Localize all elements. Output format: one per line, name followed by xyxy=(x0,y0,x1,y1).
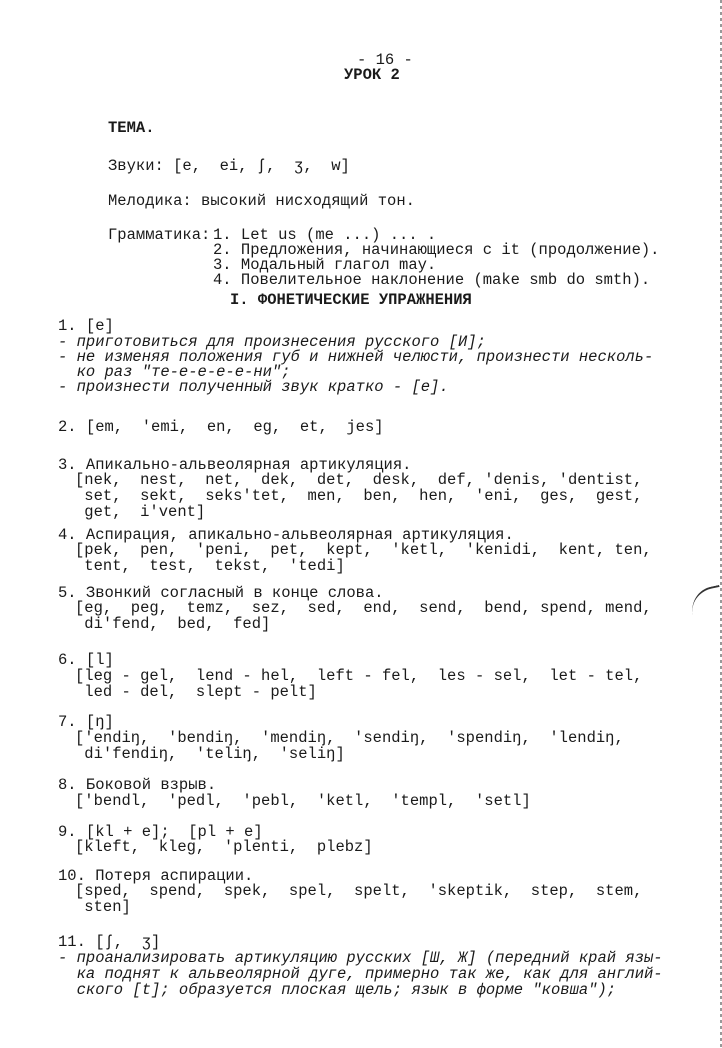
exercise-line: led - del, slept - pelt] xyxy=(75,683,317,701)
melody-line: Мелодика: высокий нисходящий тон. xyxy=(108,192,415,210)
exercise-line: sten] xyxy=(75,898,131,916)
exercise-line: - не изменяя положения губ и нижней челюсти, произнести несколь- xyxy=(58,348,654,366)
section-heading: I. ФОНЕТИЧЕСКИЕ УПРАЖНЕНИЯ xyxy=(230,291,472,309)
exercise-line: [pek, pen, 'peni, pet, kept, 'ketl, 'kenidi, kent, ten, xyxy=(75,541,652,559)
exercise-title: 7. [ŋ] xyxy=(58,713,114,731)
lesson-title: УРОК 2 xyxy=(344,66,400,84)
exercise-title: 6. [l] xyxy=(58,651,114,669)
grammar-item: 1. Let us (me ...) ... . xyxy=(213,226,437,244)
exercise-line: set, sekt, seks'tet, men, ben, hen, 'eni, ges, gest, xyxy=(75,487,643,505)
exercise-line: di'fend, bed, fed] xyxy=(75,615,271,633)
grammar-item: 4. Повелительное наклонение (make smb do smth). xyxy=(213,271,651,289)
pen-mark xyxy=(688,585,722,615)
grammar-label: Грамматика: xyxy=(108,226,211,244)
exercise-title: 5. Звонкий согласный в конце слова. xyxy=(58,584,384,602)
exercise-line: [sped, spend, spek, spel, spelt, 'skeptik, step, stem, xyxy=(75,882,643,900)
exercise-title: 9. [kl + e]; [pl + e] xyxy=(58,823,263,841)
exercise-line: - приготовиться для произнесения русского [И]; xyxy=(58,333,486,351)
page-number: - 16 - xyxy=(357,51,413,69)
exercise-line: ского [t]; образуется плоская щель; язык в форме "ковша"); xyxy=(58,981,617,999)
exercise-title: 2. [em, 'emi, en, eg, et, jes] xyxy=(58,418,384,436)
exercise-line: - произнести полученный звук кратко - [e]. xyxy=(58,378,449,396)
exercise-line: di'fendiŋ, 'teliŋ, 'seliŋ] xyxy=(75,745,345,763)
exercise-title: 10. Потеря аспирации. xyxy=(58,867,254,885)
exercise-title: 8. Боковой взрыв. xyxy=(58,776,217,794)
exercise-line: [leg - gel, lend - hel, left - fel, les - sel, let - tel, xyxy=(75,667,643,685)
exercise-line: ка поднят к альвеолярной дуге, примерно так же, как для англий- xyxy=(58,965,663,983)
exercise-title: 3. Апикально-альвеолярная артикуляция. xyxy=(58,456,412,474)
sounds-line: Звуки: [e, ei, ʃ, ʒ, w] xyxy=(108,157,350,175)
exercise-title: 4. Аспирация, апикально-альвеолярная артикуляция. xyxy=(58,526,514,544)
exercise-line: [kleft, kleg, 'plenti, plebz] xyxy=(75,838,373,856)
exercise-title: 1. [e] xyxy=(58,317,114,335)
exercise-line: [nek, nest, net, dek, det, desk, def, 'denis, 'dentist, xyxy=(75,471,643,489)
grammar-item: 2. Предложения, начинающиеся с it (продолжение). xyxy=(213,241,660,259)
exercise-line: ко раз "те-е-е-е-е-ни"; xyxy=(58,363,291,381)
exercise-line: - проанализировать артикуляцию русских [Ш, Ж] (передний край язы- xyxy=(58,949,663,967)
exercise-line: ['bendl, 'pedl, 'pebl, 'ketl, 'templ, 'setl] xyxy=(75,792,531,810)
grammar-item: 3. Модальный глагол may. xyxy=(213,256,437,274)
exercise-line: tent, test, tekst, 'tedi] xyxy=(75,557,345,575)
exercise-line: [eg, peg, temz, sez, sed, end, send, bend, spend, mend, xyxy=(75,599,652,617)
theme-label: ТЕМА. xyxy=(108,119,155,137)
exercise-line: ['endiŋ, 'bendiŋ, 'mendiŋ, 'sendiŋ, 'spendiŋ, 'lendiŋ, xyxy=(75,729,624,747)
exercise-line: get, i'vent] xyxy=(75,503,206,521)
exercise-title: 11. [ʃ, ʒ] xyxy=(58,933,161,951)
